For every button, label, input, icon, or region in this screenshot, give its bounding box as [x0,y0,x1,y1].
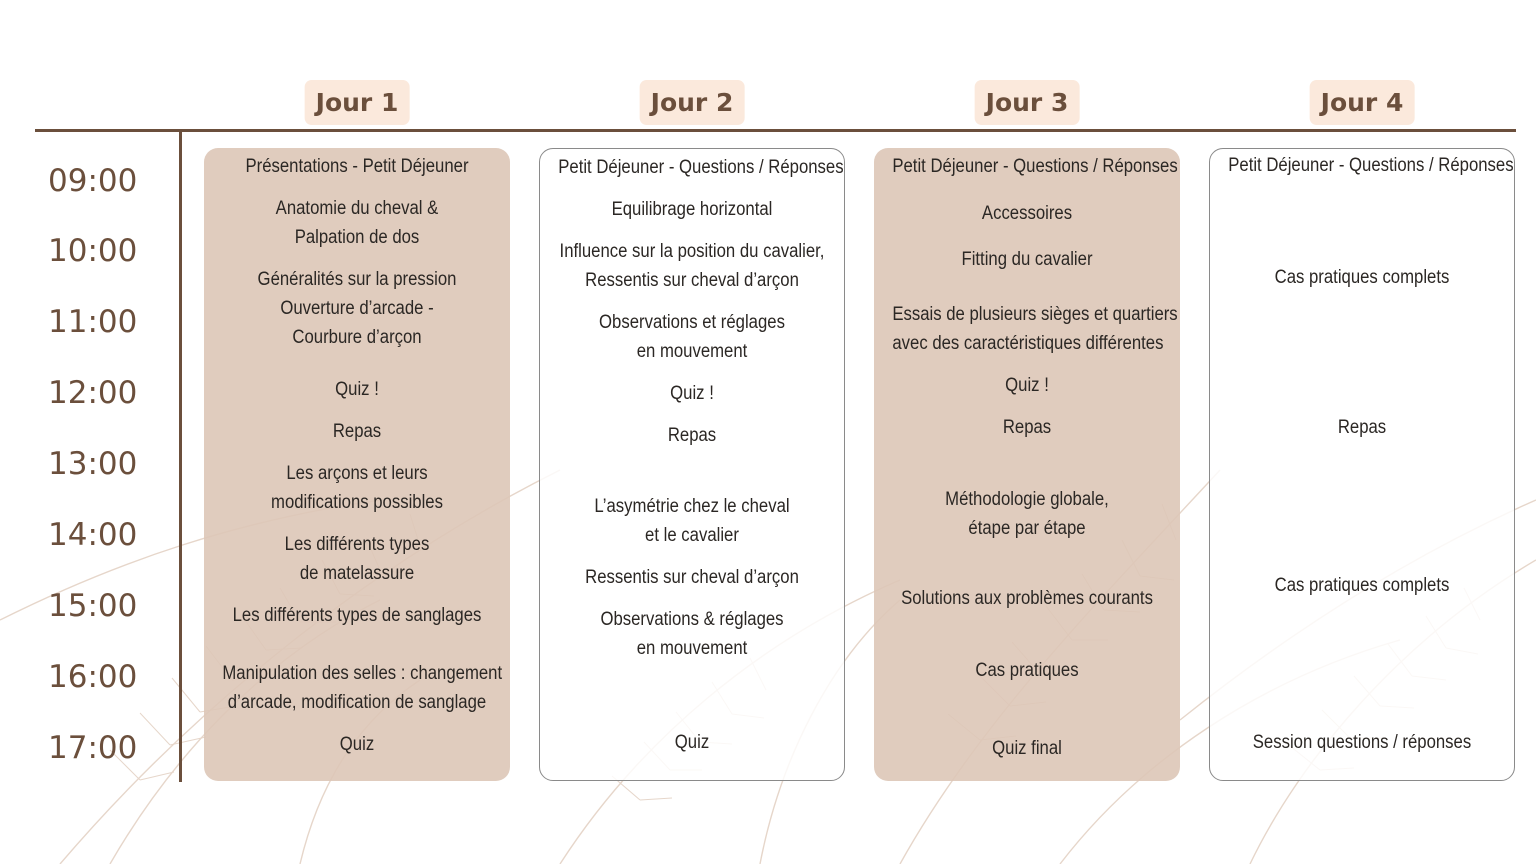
day-column-jour-3 [874,148,1180,781]
schedule-event: Fitting du cavalier [961,249,1093,270]
schedule-event: Session questions / réponses [1252,732,1472,753]
day-column-jour-4 [1209,148,1515,781]
time-label: 11:00 [48,304,138,340]
schedule-event: Quiz ! [335,379,379,400]
schedule-event: Cas pratiques [975,660,1079,681]
schedule-event: Quiz [339,734,375,755]
schedule-event: Observations & réglages en mouvement [600,609,784,659]
schedule-event: Généralités sur la pression Ouverture d’arcade - Courbure d’arçon [257,269,457,348]
schedule-event: Anatomie du cheval & Palpation de dos [275,198,439,248]
day-header-jour-1: Jour 1 [305,80,410,125]
time-label: 16:00 [48,659,138,695]
schedule-event: Cas pratiques complets [1274,575,1450,596]
schedule-event: L’asymétrie chez le cheval et le cavalier [594,496,790,546]
time-label: 10:00 [48,233,138,269]
time-label: 13:00 [48,446,138,482]
time-label: 15:00 [48,588,138,624]
time-label: 09:00 [48,163,138,199]
schedule-event: Repas [1002,417,1052,438]
schedule-event: Equilibrage horizontal [611,199,773,220]
time-label: 12:00 [48,375,138,411]
schedule-event: Quiz [674,732,710,753]
schedule-event: Manipulation des selles : changement d’arcade, modification de sanglage [222,663,503,713]
schedule-event: Influence sur la position du cavalier, Ressentis sur cheval d’arçon [559,241,825,291]
schedule-event: Quiz ! [670,383,714,404]
time-axis-line [179,131,182,782]
day-header-jour-3: Jour 3 [975,80,1080,125]
time-label: 17:00 [48,730,138,766]
schedule-event: Cas pratiques complets [1274,267,1450,288]
schedule-event: Quiz final [992,738,1062,759]
schedule-event: Quiz ! [1005,375,1049,396]
day-column-jour-1 [204,148,510,781]
day-column-jour-2 [539,148,845,781]
schedule-event: Essais de plusieurs sièges et quartiers avec des caractéristiques différentes [892,304,1178,354]
schedule-event: Repas [332,421,382,442]
schedule-event: Observations et réglages en mouvement [599,312,785,362]
schedule-event: Les différents types de sanglages [232,605,482,626]
schedule-event: Petit Déjeuner - Questions / Réponses [558,157,844,178]
schedule-event: Petit Déjeuner - Questions / Réponses [1228,155,1514,176]
schedule-event: Présentations - Petit Déjeuner [245,156,469,177]
schedule-event: Ressentis sur cheval d’arçon [585,567,799,588]
time-label: 14:00 [48,517,138,553]
day-header-jour-2: Jour 2 [640,80,745,125]
schedule-event: Petit Déjeuner - Questions / Réponses [892,156,1178,177]
day-header-jour-4: Jour 4 [1310,80,1415,125]
schedule-event: Solutions aux problèmes courants [901,588,1153,609]
schedule-event: Accessoires [981,203,1073,224]
schedule-event: Les arçons et leurs modifications possibles [271,463,443,513]
schedule-event: Repas [1337,417,1387,438]
schedule-event: Repas [667,425,717,446]
header-divider-line [35,129,1516,132]
schedule-event: Les différents types de matelassure [284,534,430,584]
schedule-event: Méthodologie globale, étape par étape [945,489,1109,539]
